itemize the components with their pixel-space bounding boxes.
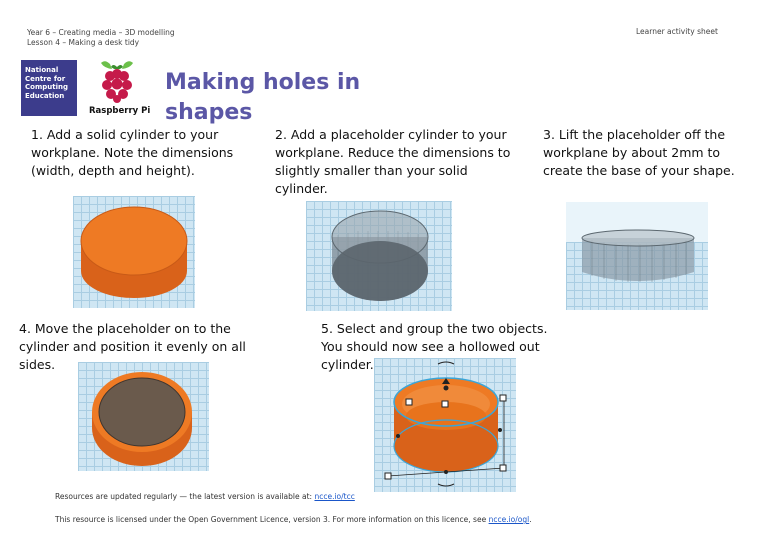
- ncce-logo: National Centre for Computing Education: [21, 60, 77, 116]
- updates-text: Resources are updated regularly — the latest version is available at:: [55, 492, 315, 501]
- sheet-type-label: Learner activity sheet: [636, 27, 718, 36]
- license-end: .: [529, 515, 532, 524]
- lesson-label: Lesson 4 – Making a desk tidy: [27, 38, 140, 47]
- step-1-text: 1. Add a solid cylinder to your workplane. Note the dimensions (width, depth and height).: [31, 127, 234, 178]
- license-text: This resource is licensed under the Open Government Licence, version 3. For more information on this licence, see: [55, 515, 489, 524]
- raspberry-pi-icon: [96, 58, 138, 104]
- raspberry-pi-label: Raspberry Pi: [89, 106, 151, 116]
- positioned-placeholder-image: [78, 362, 209, 471]
- step-5-text: 5. Select and group the two objects. You should now see a hollowed out cylinder.: [321, 321, 548, 372]
- solid-cylinder-image: [73, 196, 195, 308]
- page-title: Making holes in shapes: [165, 70, 361, 125]
- step-3-text: 3. Lift the placeholder off the workplane by about 2mm to create the base of your shape.: [543, 127, 735, 178]
- step-2-text: 2. Add a placeholder cylinder to your workplane. Reduce the dimensions to slightly smaller than your solid cylinder.: [275, 127, 511, 196]
- lifted-placeholder-image: [566, 202, 708, 310]
- updates-notice: [55, 492, 355, 501]
- license-link[interactable]: ncce.io/ogl: [488, 515, 530, 524]
- step-4-text: 4. Move the placeholder on to the cylinder and position it evenly on all sides.: [19, 321, 246, 372]
- updates-link[interactable]: ncce.io/tcc: [314, 492, 355, 501]
- placeholder-cylinder-image: [306, 201, 452, 311]
- license-notice: [55, 515, 532, 524]
- hollow-cylinder-image: [374, 358, 516, 492]
- course-label: Year 6 – Creating media – 3D modelling: [27, 28, 175, 37]
